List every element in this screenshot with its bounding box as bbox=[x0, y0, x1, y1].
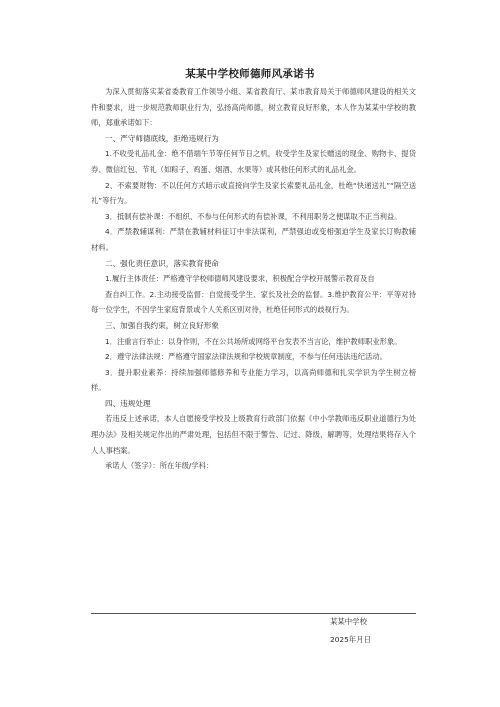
section-heading-1: 一、严守师德底线，拒绝违规行为 bbox=[105, 133, 219, 143]
section-1-item-4: 4．严禁教辅谋利：严禁在教辅材料征订中非法谋利，严禁强迫或变相强迫学生及家长订购教辅材料。 bbox=[91, 227, 416, 252]
section-1-item-1: 1.不收受礼品礼金：绝不借端午节等任何节日之机，收受学生及家长赠送的现金、购物卡、提货券、微信红包、节礼（如粽子、鸡蛋、烟酒、水果等）或其他任何形式的礼品礼金。 bbox=[91, 149, 416, 174]
school-name: 某某中学校 bbox=[330, 617, 367, 626]
section-1-item-2: 2、不索要财物：不以任何方式暗示或直接向学生及家长索要礼品礼金，杜绝“快递送礼”“隔空送礼”等行为。 bbox=[91, 180, 416, 206]
section-3-item-1: 1．注重言行举止：以身作则，不在公共场所或网络平台发表不当言论，维护教师职业形象。 bbox=[105, 336, 402, 346]
intro-paragraph: 为深入贯彻落实某省委教育工作领导小组、某省教育厅、某市教育局关于师德师风建设的相关文件和要求，进一步规范教师职业行为，弘扬高尚师德，树立教育良好形象，本人作为某某中学校的教师，郑重承诺如下： bbox=[91, 87, 416, 128]
section-4-item-1: 若违反上述承诺，本人自愿接受学校及上级教育行政部门依据《中小学教师违反职业道德行为处理办法》及相关规定作出的严肃处理，包括但不限于警告、记过、降级、解聘等，处理结果将存入个人人事档案。 bbox=[91, 414, 416, 455]
section-3-item-3: 3．提升职业素养：持续加强师德修养和专业能力学习，以高尚师德和扎实学识为学生树立榜样。 bbox=[91, 367, 416, 393]
document-body bbox=[91, 84, 416, 474]
divider-line bbox=[91, 613, 416, 614]
section-heading-2: 二、强化责任意识，落实教育使命 bbox=[105, 258, 219, 268]
section-heading-4: 四、违规处理 bbox=[105, 398, 151, 408]
document-title: 某某中学校师德师风承诺书 bbox=[185, 68, 315, 80]
section-heading-3: 三、加强自我约束，树立良好形象 bbox=[105, 320, 219, 330]
section-2-item-2: 查自纠工作。2.主动接受监督：自觉接受学生、家长及社会的监督。3.维护教育公平：平等对待每一位学生，不因学生家庭背景或个人关系区别对待，杜绝任何形式的歧视行为。 bbox=[91, 289, 416, 315]
section-2-item-1: 1.履行主体责任：严格遵守学校师德师风建设要求，积极配合学校开展警示教育及自 bbox=[105, 274, 375, 284]
signature-line: 承诺人（签字）：所在年级/学科： bbox=[105, 461, 214, 471]
date-line: 2025年月日 bbox=[330, 635, 371, 644]
section-3-item-2: 2．遵守法律法规：严格遵守国家法律法规和学校规章制度，不参与任何违法违纪活动。 bbox=[105, 352, 387, 362]
section-1-item-3: 3．抵制有偿补课：不组织、不参与任何形式的有偿补课，不利用职务之便谋取不正当利益。 bbox=[105, 211, 402, 221]
